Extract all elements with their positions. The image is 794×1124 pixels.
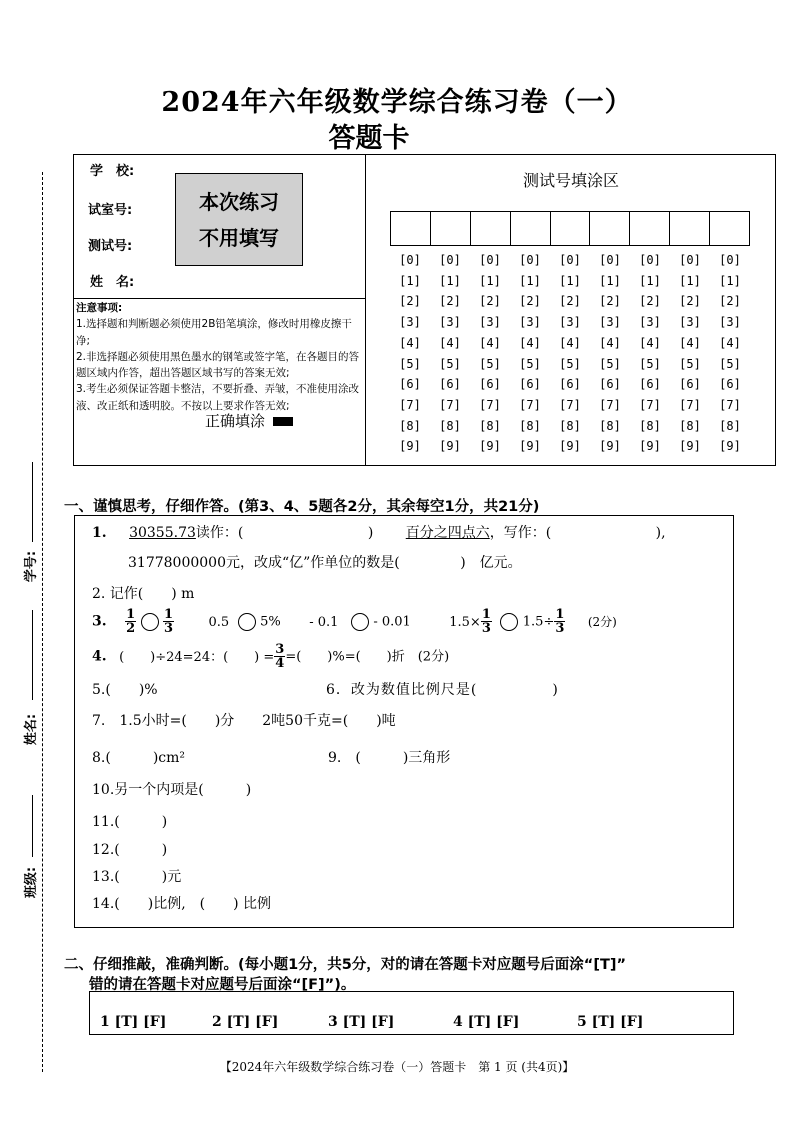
digit-bubble[interactable]: [4] xyxy=(639,335,661,350)
write-cell[interactable] xyxy=(590,212,630,245)
digit-bubble[interactable]: [5] xyxy=(399,356,421,371)
q1-read-label: 读作：( xyxy=(195,525,244,541)
page-footer: 【2024年六年级数学综合练习卷（一）答题卡 第 1 页 (共4页)】 xyxy=(219,1060,575,1074)
digit-bubble[interactable]: [1] xyxy=(559,273,581,288)
digit-bubble[interactable]: [7] xyxy=(719,397,741,412)
tf-item-5[interactable]: 5 [T] [F] xyxy=(577,1014,644,1030)
digit-bubble[interactable]: [8] xyxy=(399,418,421,433)
q4 xyxy=(92,643,449,670)
compare-circle-icon[interactable] xyxy=(238,613,256,631)
digit-bubble[interactable]: [4] xyxy=(599,335,621,350)
note-1: 1.选择题和判断题必须使用2B铅笔填涂，修改时用橡皮擦干净; xyxy=(76,318,352,347)
digit-bubble[interactable]: [7] xyxy=(559,397,581,412)
q1-yi-close: ) 亿元。 xyxy=(460,555,522,571)
digit-bubble[interactable]: [9] xyxy=(439,439,461,454)
side-student-no-label: 学号: xyxy=(24,550,40,583)
digit-bubble[interactable]: [5] xyxy=(479,356,501,371)
q1-line1 xyxy=(92,522,666,542)
digit-bubble[interactable]: [7] xyxy=(679,397,701,412)
digit-bubble[interactable]: [4] xyxy=(439,335,461,350)
notice-line2: 不用填写 xyxy=(199,226,279,250)
digit-bubble[interactable]: [6] xyxy=(479,377,501,392)
name-line xyxy=(32,610,33,700)
q3-fraction-2 xyxy=(163,608,174,635)
frac-num: 1 xyxy=(164,607,174,622)
digit-bubble[interactable]: [2] xyxy=(599,294,621,309)
digit-bubble[interactable]: [5] xyxy=(559,356,581,371)
digit-bubble[interactable]: [8] xyxy=(559,418,581,433)
filled-mark-icon xyxy=(273,417,293,426)
digit-bubble[interactable]: [0] xyxy=(439,253,461,267)
q14: 14.( )比例, ( ) 比例 xyxy=(92,896,272,912)
digit-bubble[interactable]: [5] xyxy=(599,356,621,371)
q3 xyxy=(92,608,617,635)
q4-text-b: =( )%=( )折 (2分) xyxy=(285,649,450,665)
digit-bubble[interactable]: [3] xyxy=(439,315,461,330)
digit-bubble[interactable]: [2] xyxy=(679,294,701,309)
frac-num: 1 xyxy=(481,607,491,622)
digit-bubble[interactable]: [9] xyxy=(679,439,701,454)
digit-bubble[interactable]: [0] xyxy=(679,253,701,267)
digit-bubble[interactable]: [0] xyxy=(519,253,541,267)
digit-bubble[interactable]: [8] xyxy=(439,418,461,433)
q1-number: 1. xyxy=(92,525,107,541)
digit-bubble[interactable]: [3] xyxy=(719,315,741,330)
compare-circle-icon[interactable] xyxy=(141,613,159,631)
q13: 13.( )元 xyxy=(92,869,182,885)
q1-read-close: ) xyxy=(367,525,374,541)
header-vertical-divider xyxy=(365,154,366,466)
digit-bubble-columns xyxy=(390,250,750,457)
class-line xyxy=(32,795,33,857)
digit-column xyxy=(590,250,630,457)
q4-fraction xyxy=(274,643,285,670)
digit-bubble[interactable]: [7] xyxy=(599,397,621,412)
digit-bubble[interactable]: [7] xyxy=(439,397,461,412)
digit-bubble[interactable]: [8] xyxy=(599,418,621,433)
compare-circle-icon[interactable] xyxy=(351,613,369,631)
frac-num: 1 xyxy=(126,607,136,622)
digit-bubble[interactable]: [2] xyxy=(519,294,541,309)
q8: 8.( )cm² xyxy=(92,750,186,766)
digit-bubble[interactable]: [8] xyxy=(679,418,701,433)
digit-bubble[interactable]: [5] xyxy=(519,356,541,371)
digit-column xyxy=(630,250,670,457)
name-label: 姓 名: xyxy=(90,275,135,290)
side-name-label: 姓名: xyxy=(24,713,40,746)
side-class-label: 班级: xyxy=(24,866,40,899)
digit-bubble[interactable]: [1] xyxy=(399,273,421,288)
digit-bubble[interactable]: [2] xyxy=(719,294,741,309)
digit-bubble[interactable]: [7] xyxy=(479,397,501,412)
header-horizontal-divider xyxy=(73,298,366,299)
q3-score: (2分) xyxy=(587,614,617,629)
frac-den: 3 xyxy=(481,621,491,636)
frac-den: 2 xyxy=(126,621,136,636)
q1-yi-text: 31778000000元，改成“亿”作单位的数是( xyxy=(128,555,400,571)
digit-bubble[interactable]: [1] xyxy=(679,273,701,288)
digit-bubble[interactable]: [1] xyxy=(479,273,501,288)
write-cell[interactable] xyxy=(391,212,431,245)
digit-column xyxy=(550,250,590,457)
tf-item-4[interactable]: 4 [T] [F] xyxy=(453,1014,520,1030)
write-cell[interactable] xyxy=(551,212,591,245)
test-no-label: 测试号: xyxy=(88,239,133,254)
digit-bubble[interactable]: [7] xyxy=(519,397,541,412)
digit-bubble[interactable]: [9] xyxy=(399,439,421,454)
digit-bubble[interactable]: [2] xyxy=(399,294,421,309)
digit-bubble[interactable]: [2] xyxy=(639,294,661,309)
digit-bubble[interactable]: [1] xyxy=(439,273,461,288)
test-no-zone-title: 测试号填涂区 xyxy=(522,171,619,190)
write-cell[interactable] xyxy=(431,212,471,245)
digit-bubble[interactable]: [9] xyxy=(519,439,541,454)
digit-bubble[interactable]: [6] xyxy=(439,377,461,392)
digit-bubble[interactable]: [0] xyxy=(639,253,661,267)
q4-text-a: ( )÷24=24：( ) = xyxy=(119,649,275,665)
frac-den: 3 xyxy=(555,621,565,636)
q3-number: 3. xyxy=(92,613,107,630)
digit-bubble[interactable]: [4] xyxy=(399,335,421,350)
section1-heading: 一、谨慎思考，仔细作答。(第3、4、5题各2分，其余每空1分，共21分) xyxy=(64,499,540,515)
digit-bubble[interactable]: [3] xyxy=(399,315,421,330)
q3-b-right: 5% xyxy=(260,614,281,630)
digit-bubble[interactable]: [3] xyxy=(639,315,661,330)
write-cell[interactable] xyxy=(630,212,670,245)
q12: 12.( ) xyxy=(92,842,168,858)
q3-fraction-3 xyxy=(481,608,492,635)
digit-bubble[interactable]: [3] xyxy=(599,315,621,330)
digit-bubble[interactable]: [2] xyxy=(559,294,581,309)
digit-bubble[interactable]: [7] xyxy=(639,397,661,412)
digit-column xyxy=(390,250,430,457)
tf-item-2[interactable]: 2 [T] [F] xyxy=(212,1014,279,1030)
digit-bubble[interactable]: [8] xyxy=(519,418,541,433)
digit-bubble[interactable]: [8] xyxy=(479,418,501,433)
digit-bubble[interactable]: [2] xyxy=(479,294,501,309)
compare-circle-icon[interactable] xyxy=(500,613,518,631)
frac-den: 3 xyxy=(164,621,174,636)
subtitle-text: 答题卡 xyxy=(328,123,410,154)
q1-number-value: 30355.73 xyxy=(129,525,196,541)
digit-bubble[interactable]: [5] xyxy=(439,356,461,371)
q10: 10.另一个内项是( ) xyxy=(92,782,252,798)
digit-bubble[interactable]: [6] xyxy=(599,377,621,392)
q3-fraction-1 xyxy=(125,608,136,635)
digit-bubble[interactable]: [6] xyxy=(519,377,541,392)
q11: 11.( ) xyxy=(92,814,168,830)
digit-bubble[interactable]: [5] xyxy=(719,356,741,371)
digit-bubble[interactable]: [1] xyxy=(599,273,621,288)
write-cell[interactable] xyxy=(471,212,511,245)
digit-bubble[interactable]: [4] xyxy=(719,335,741,350)
tf-item-1[interactable]: 1 [T] [F] xyxy=(100,1014,167,1030)
digit-bubble[interactable]: [3] xyxy=(519,315,541,330)
digit-bubble[interactable]: [1] xyxy=(519,273,541,288)
notes-title: 注意事项: xyxy=(76,302,123,314)
q7: 7. 1.5小时=( )分 2吨50千克=( )吨 xyxy=(92,713,396,729)
digit-bubble[interactable]: [0] xyxy=(599,253,621,267)
digit-bubble[interactable]: [3] xyxy=(479,315,501,330)
digit-bubble[interactable]: [6] xyxy=(559,377,581,392)
digit-bubble[interactable]: [4] xyxy=(479,335,501,350)
digit-column xyxy=(670,250,710,457)
correct-fill-sample xyxy=(205,410,293,431)
q1-line2 xyxy=(128,552,522,572)
digit-bubble[interactable]: [6] xyxy=(679,377,701,392)
student-no-line xyxy=(32,462,33,542)
digit-bubble[interactable]: [1] xyxy=(719,273,741,288)
frac-num: 1 xyxy=(555,607,565,622)
q6: 6．改为数值比例尺是( ) xyxy=(326,682,559,698)
note-3: 3.考生必须保证答题卡整洁，不要折叠、弄皱，不准使用涂改液、改正纸和透明胶。不按以上要求作答无效; xyxy=(76,383,360,412)
q3-d-left: 1.5× xyxy=(449,614,481,630)
q1-words-value: 百分之四点六 xyxy=(405,525,490,541)
digit-bubble[interactable]: [5] xyxy=(639,356,661,371)
correct-fill-label: 正确填涂 xyxy=(205,412,266,430)
digit-column xyxy=(470,250,510,457)
digit-bubble[interactable]: [0] xyxy=(559,253,581,267)
digit-bubble[interactable]: [9] xyxy=(719,439,741,454)
digit-bubble[interactable]: [1] xyxy=(639,273,661,288)
section2-heading-line1: 二、仔细推敲，准确判断。(每小题1分，共5分，对的请在答题卡对应题号后面涂“[T]” xyxy=(64,957,627,973)
digit-bubble[interactable]: [5] xyxy=(679,356,701,371)
digit-bubble[interactable]: [9] xyxy=(599,439,621,454)
page-subtitle xyxy=(0,116,794,155)
digit-bubble[interactable]: [0] xyxy=(479,253,501,267)
q9: 9. ( )三角形 xyxy=(328,750,451,766)
digit-bubble[interactable]: [2] xyxy=(439,294,461,309)
digit-bubble[interactable]: [8] xyxy=(719,418,741,433)
binding-dashed-line xyxy=(42,172,43,1072)
digit-bubble[interactable]: [6] xyxy=(639,377,661,392)
q1-write-label: ，写作：( xyxy=(489,525,552,541)
digit-bubble[interactable]: [0] xyxy=(399,253,421,267)
digit-bubble[interactable]: [3] xyxy=(679,315,701,330)
frac-den: 4 xyxy=(275,656,285,671)
q5: 5.( )% xyxy=(92,682,158,698)
digit-bubble[interactable]: [4] xyxy=(679,335,701,350)
no-fill-notice-box xyxy=(175,173,303,266)
q4-number: 4. xyxy=(92,648,107,665)
write-cell[interactable] xyxy=(511,212,551,245)
q3-fraction-4 xyxy=(554,608,565,635)
section2-heading-line2: 错的请在答题卡对应题号后面涂“[F]”)。 xyxy=(89,977,356,993)
digit-column xyxy=(510,250,550,457)
tf-item-3[interactable]: 3 [T] [F] xyxy=(328,1014,395,1030)
q3-c-right: - 0.01 xyxy=(373,614,411,630)
digit-bubble[interactable]: [9] xyxy=(559,439,581,454)
q3-d-right: 1.5÷ xyxy=(522,614,555,630)
write-cell[interactable] xyxy=(670,212,710,245)
digit-column xyxy=(430,250,470,457)
q3-c-left: - 0.1 xyxy=(309,614,339,630)
test-no-write-grid xyxy=(390,211,750,246)
write-cell[interactable] xyxy=(710,212,749,245)
note-2: 2.非选择题必须使用黑色墨水的钢笔或签字笔，在各题目的答题区域内作答，超出答题区域书写的答案无效; xyxy=(76,350,360,380)
notice-line1: 本次练习 xyxy=(199,190,279,214)
q1-write-close: ), xyxy=(655,525,666,541)
digit-bubble[interactable]: [3] xyxy=(559,315,581,330)
school-label: 学 校: xyxy=(90,164,135,179)
digit-bubble[interactable]: [7] xyxy=(399,397,421,412)
page-title: 2024年六年级数学综合练习卷（一） xyxy=(161,87,633,118)
notes-block xyxy=(76,300,364,414)
digit-bubble[interactable]: [4] xyxy=(519,335,541,350)
digit-column xyxy=(710,250,750,457)
digit-bubble[interactable]: [0] xyxy=(719,253,741,267)
digit-bubble[interactable]: [9] xyxy=(639,439,661,454)
digit-bubble[interactable]: [6] xyxy=(719,377,741,392)
digit-bubble[interactable]: [6] xyxy=(399,377,421,392)
digit-bubble[interactable]: [4] xyxy=(559,335,581,350)
q3-b-left: 0.5 xyxy=(208,614,230,630)
digit-bubble[interactable]: [9] xyxy=(479,439,501,454)
q2: 2. 记作( ) m xyxy=(92,586,195,602)
room-label: 试室号: xyxy=(88,203,133,218)
frac-num: 3 xyxy=(275,642,285,657)
digit-bubble[interactable]: [8] xyxy=(639,418,661,433)
